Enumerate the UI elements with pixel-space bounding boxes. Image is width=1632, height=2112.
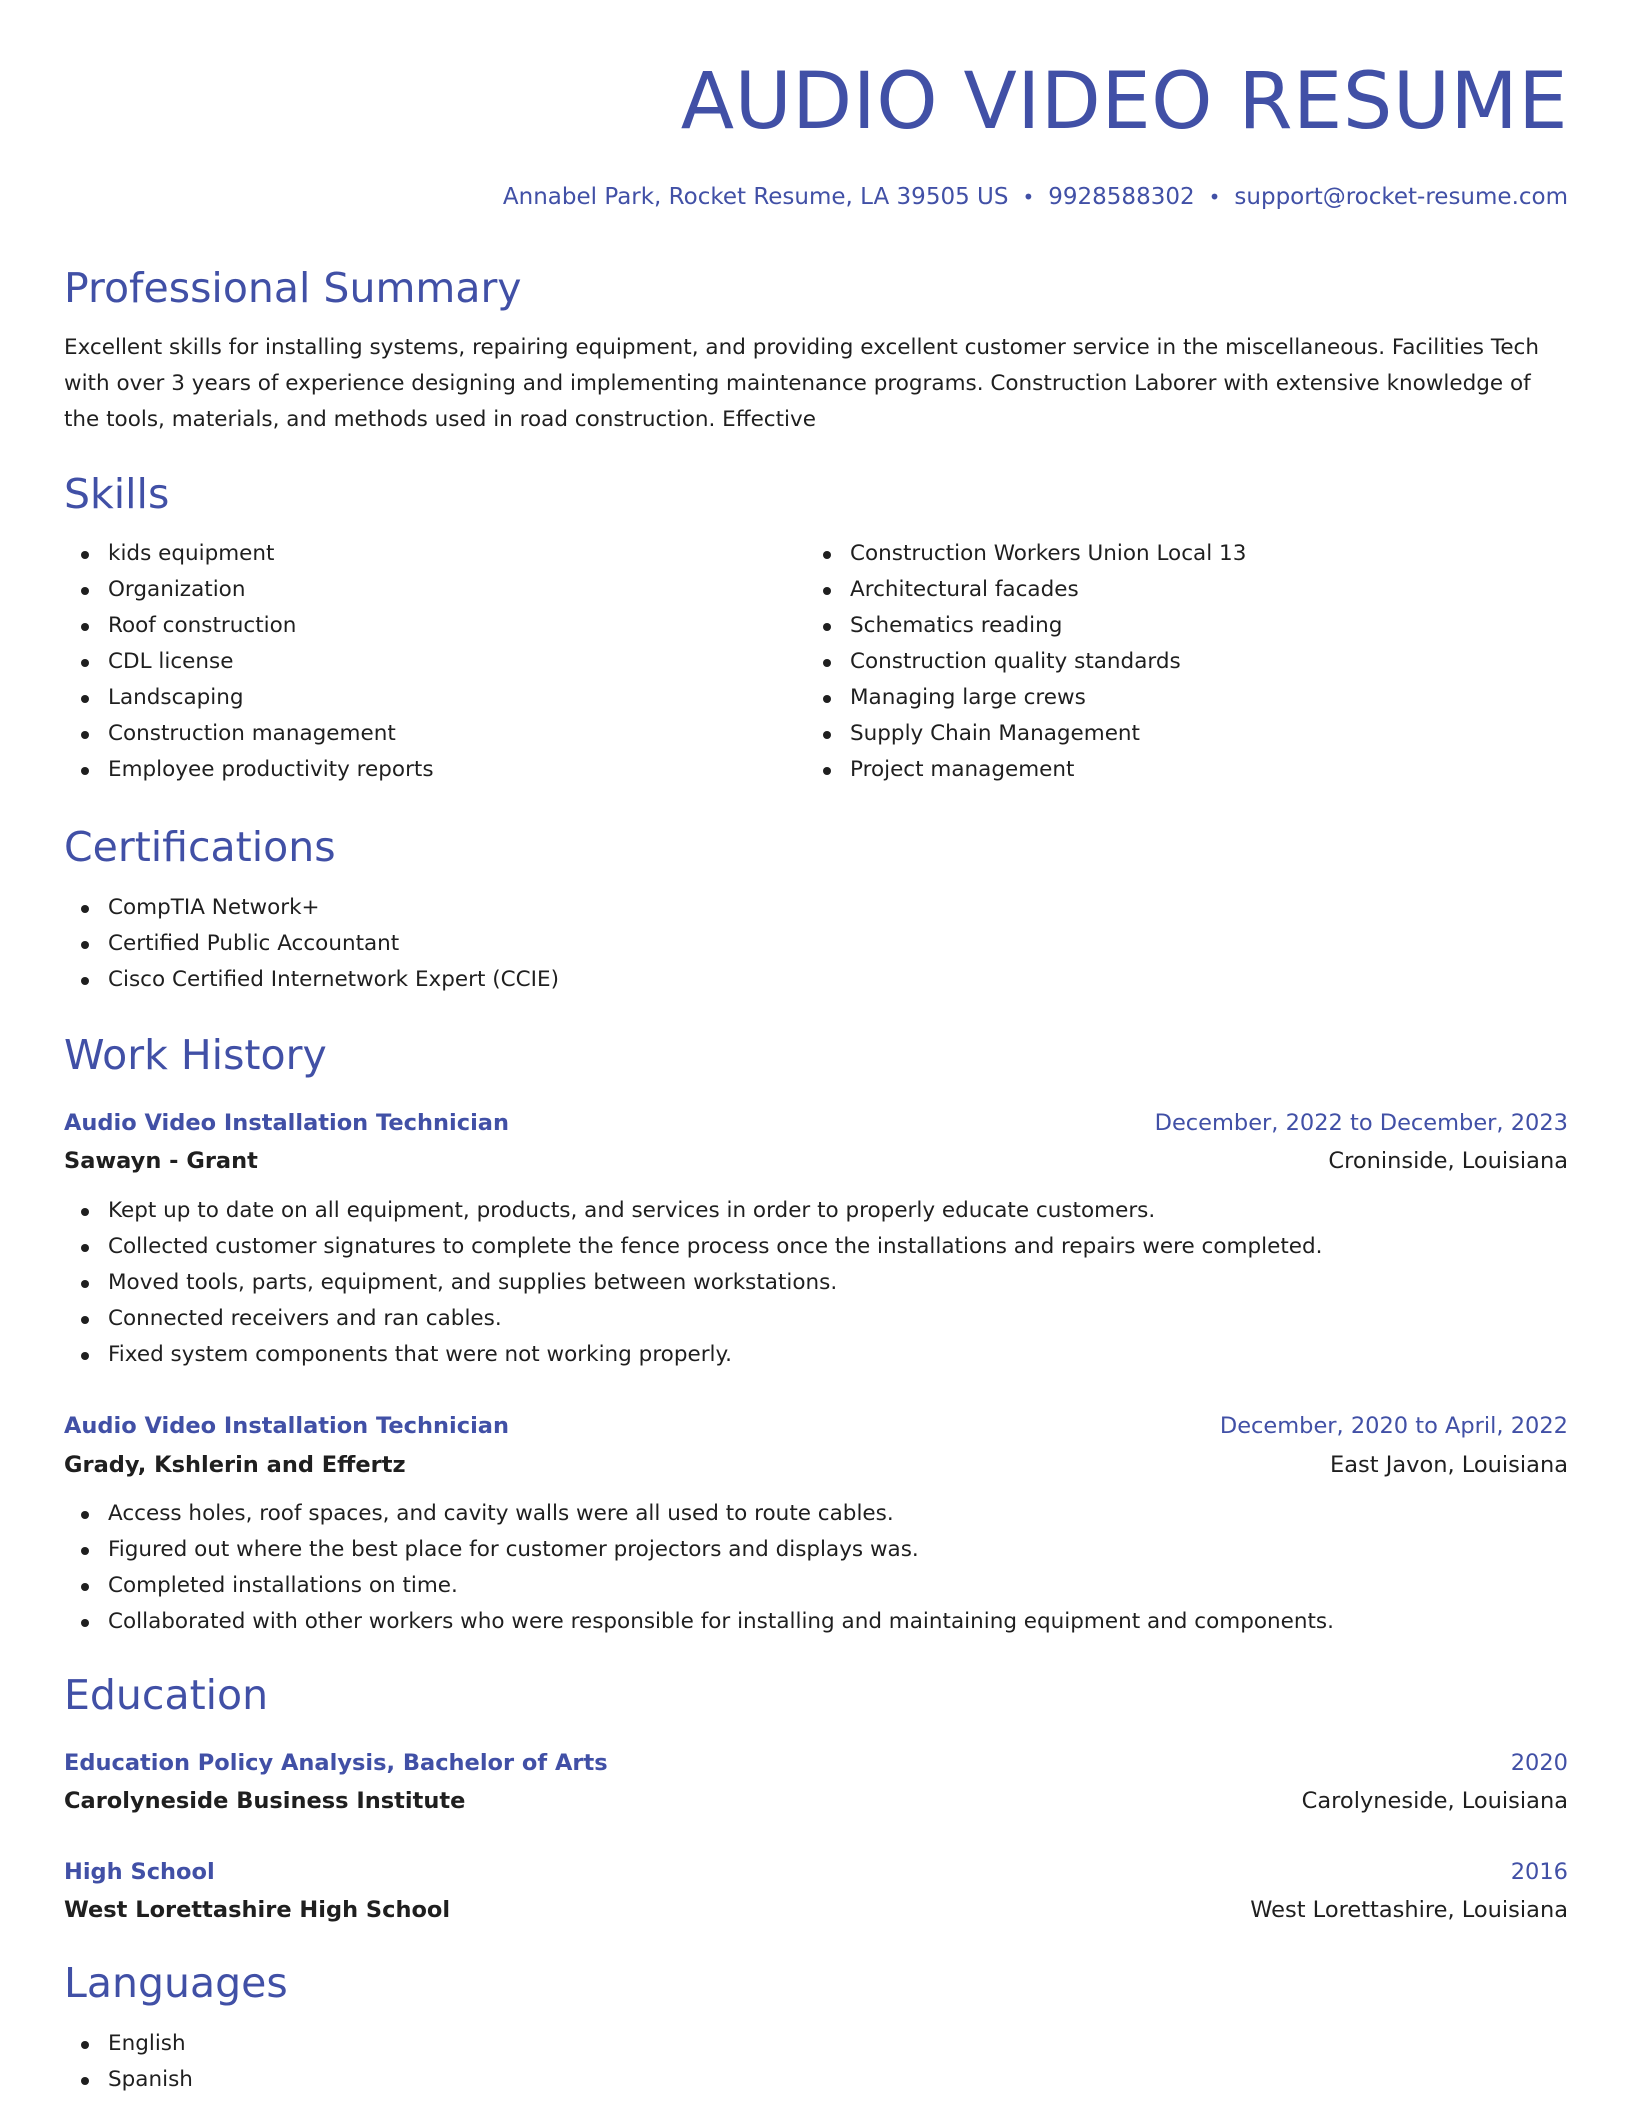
job-header (64, 1104, 1568, 1142)
job-bullet (64, 1568, 1334, 1604)
job-bullet-text: Access holes, roof spaces, and cavity walls were all used to route cables. (108, 1501, 894, 1526)
bullet-dot (823, 587, 831, 595)
job-bullets (64, 1193, 1322, 1373)
skill-label: Roof construction (108, 613, 297, 638)
bullet-dot (81, 1208, 89, 1216)
education-year: 2016 (1510, 1859, 1568, 1885)
summary-text: Excellent skills for installing systems, repairing equipment, and providing excellent customer service in the miscellaneous. Facilities Tech with over 3 years of experience designing and implementing maintenance programs. Construction Laborer with extensive knowledge of the tools, materials, and methods used in road construction. Effective (64, 335, 1539, 432)
skill-label: kids equipment (108, 541, 275, 566)
language-item (64, 2026, 193, 2062)
skill-label: Managing large crews (850, 685, 1086, 710)
skill-item (806, 536, 1246, 572)
skill-label: Organization (108, 577, 246, 602)
bullet-dot (81, 551, 89, 559)
education-school-row (64, 1782, 1568, 1820)
contact-phone: 9928588302 (1048, 184, 1195, 210)
bullet-dot (81, 1547, 89, 1555)
job-bullet (64, 1265, 1322, 1301)
bullet-dot (81, 905, 89, 913)
bullet-dot (81, 977, 89, 985)
resume-title: AUDIO VIDEO RESUME (680, 57, 1568, 147)
skill-item (64, 608, 434, 644)
job-header (64, 1407, 1568, 1445)
job-bullet-text: Collaborated with other workers who were responsible for installing and maintaining equipment and components. (108, 1609, 1334, 1634)
job-bullet (64, 1496, 1334, 1532)
summary-heading: Professional Summary (64, 264, 522, 312)
education-header (64, 1744, 1568, 1782)
skill-item (64, 536, 434, 572)
skill-label: Employee productivity reports (108, 757, 434, 782)
education-degree: High School (64, 1859, 215, 1885)
job-title: Audio Video Installation Technician (64, 1110, 509, 1136)
skill-item (806, 716, 1246, 752)
certification-label: Cisco Certified Internetwork Expert (CCIE) (108, 967, 559, 992)
skill-label: Construction quality standards (850, 649, 1181, 674)
bullet-dot (81, 1583, 89, 1591)
bullet-dot (823, 551, 831, 559)
bullet-dot (823, 695, 831, 703)
bullet-dot (81, 1511, 89, 1519)
education-location: West Lorettashire, Louisiana (1250, 1897, 1568, 1923)
skill-label: Schematics reading (850, 613, 1063, 638)
job-location: East Javon, Louisiana (1330, 1452, 1568, 1478)
job-bullet-text: Figured out where the best place for customer projectors and displays was. (108, 1537, 919, 1562)
skill-label: Project management (850, 757, 1075, 782)
certifications-heading: Certifications (64, 823, 336, 871)
job-bullet (64, 1532, 1334, 1568)
job-bullet-text: Moved tools, parts, equipment, and supplies between workstations. (108, 1270, 838, 1295)
bullet-dot (823, 623, 831, 631)
education-location: Carolyneside, Louisiana (1301, 1788, 1568, 1814)
certification-item (64, 926, 559, 962)
bullet-dot (81, 695, 89, 703)
bullet-dot (81, 2077, 89, 2085)
work-history-heading: Work History (64, 1031, 327, 1079)
job-dates: December, 2022 to December, 2023 (1154, 1110, 1568, 1136)
skill-item (806, 680, 1246, 716)
language-item (64, 2062, 193, 2098)
language-label: Spanish (108, 2067, 193, 2092)
job-bullet-text: Connected receivers and ran cables. (108, 1306, 502, 1331)
languages-list (64, 2026, 193, 2098)
bullet-dot (823, 767, 831, 775)
contact-separator: • (1208, 185, 1221, 209)
bullet-dot (823, 731, 831, 739)
job-bullet (64, 1604, 1334, 1640)
contact-line (503, 182, 1568, 212)
skill-item (64, 572, 434, 608)
skills-list-left (64, 536, 434, 788)
skill-item (64, 752, 434, 788)
bullet-dot (81, 623, 89, 631)
bullet-dot (81, 1352, 89, 1360)
job-bullet (64, 1193, 1322, 1229)
skill-item (64, 716, 434, 752)
bullet-dot (81, 1316, 89, 1324)
languages-heading: Languages (64, 1959, 288, 2007)
certification-label: CompTIA Network+ (108, 895, 320, 920)
bullet-dot (81, 731, 89, 739)
certification-item (64, 962, 559, 998)
certifications-list (64, 890, 559, 998)
skills-list-right (806, 536, 1246, 788)
education-heading: Education (64, 1671, 269, 1719)
job-location: Croninside, Louisiana (1328, 1148, 1568, 1174)
contact-separator: • (1022, 185, 1035, 209)
skills-heading: Skills (64, 470, 170, 518)
skill-label: Construction management (108, 721, 396, 746)
job-bullet (64, 1229, 1322, 1265)
skill-item (806, 752, 1246, 788)
contact-email: support@rocket-resume.com (1234, 184, 1568, 210)
certification-item (64, 890, 559, 926)
skill-item (806, 608, 1246, 644)
job-employer-row (64, 1142, 1568, 1180)
skill-item (806, 572, 1246, 608)
education-school-row (64, 1891, 1568, 1929)
job-company: Grady, Kshlerin and Effertz (64, 1452, 406, 1478)
job-bullet-text: Collected customer signatures to complete the fence process once the installations and repairs were completed. (108, 1234, 1323, 1259)
skill-label: Landscaping (108, 685, 244, 710)
bullet-dot (81, 1280, 89, 1288)
skill-label: Supply Chain Management (850, 721, 1140, 746)
language-label: English (108, 2031, 186, 2056)
job-title: Audio Video Installation Technician (64, 1413, 509, 1439)
skill-item (64, 644, 434, 680)
education-year: 2020 (1510, 1750, 1568, 1776)
job-bullet-text: Kept up to date on all equipment, products, and services in order to properly educate customers. (108, 1198, 1156, 1223)
bullet-dot (81, 941, 89, 949)
bullet-dot (81, 1619, 89, 1627)
job-company: Sawayn - Grant (64, 1148, 258, 1174)
skill-label: CDL license (108, 649, 234, 674)
skill-item (806, 644, 1246, 680)
education-school: Carolyneside Business Institute (64, 1788, 466, 1814)
bullet-dot (81, 767, 89, 775)
skill-label: Construction Workers Union Local 13 (850, 541, 1247, 566)
skill-label: Architectural facades (850, 577, 1079, 602)
job-bullet-text: Fixed system components that were not working properly. (108, 1342, 733, 1367)
education-school: West Lorettashire High School (64, 1897, 451, 1923)
job-dates: December, 2020 to April, 2022 (1219, 1413, 1568, 1439)
job-bullet (64, 1337, 1322, 1373)
education-degree: Education Policy Analysis, Bachelor of Arts (64, 1750, 608, 1776)
education-header (64, 1853, 1568, 1891)
bullet-dot (81, 1244, 89, 1252)
job-bullet (64, 1301, 1322, 1337)
bullet-dot (81, 2041, 89, 2049)
job-bullet-text: Completed installations on time. (108, 1573, 458, 1598)
contact-address: Annabel Park, Rocket Resume, LA 39505 US (502, 184, 1009, 210)
bullet-dot (823, 659, 831, 667)
job-bullets (64, 1496, 1334, 1640)
skill-item (64, 680, 434, 716)
job-employer-row (64, 1446, 1568, 1484)
bullet-dot (81, 587, 89, 595)
certification-label: Certified Public Accountant (108, 931, 400, 956)
bullet-dot (81, 659, 89, 667)
